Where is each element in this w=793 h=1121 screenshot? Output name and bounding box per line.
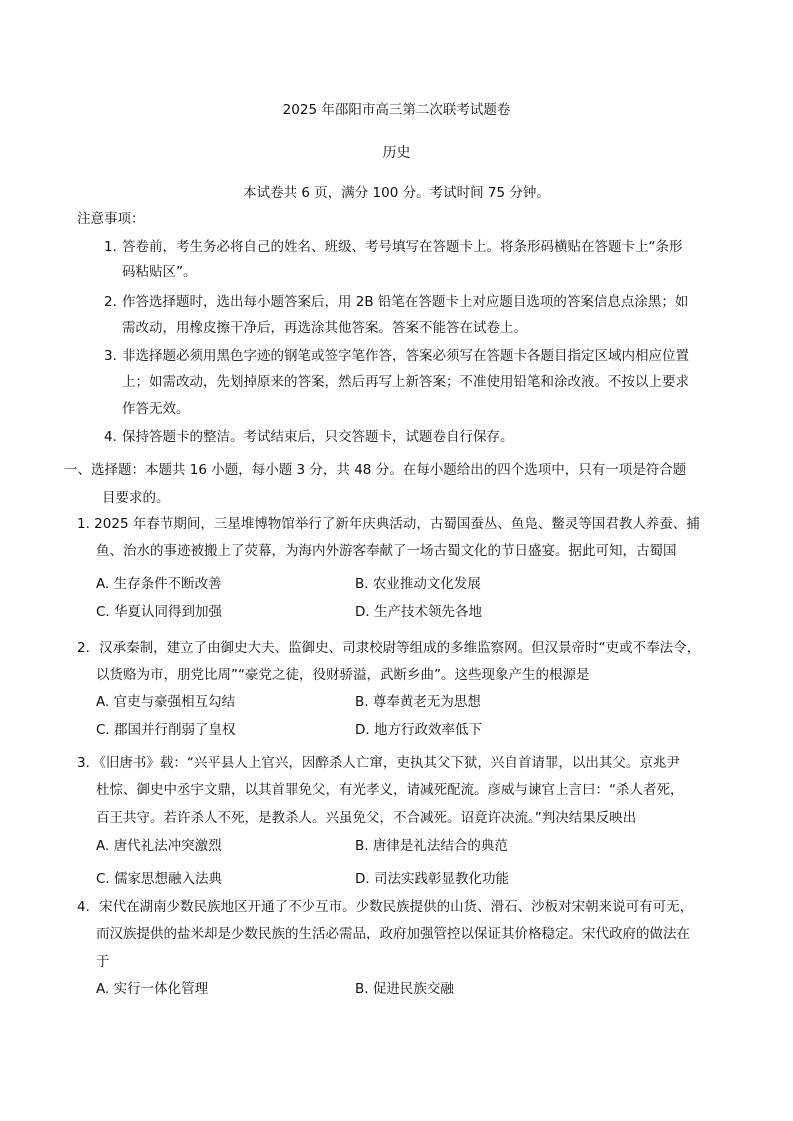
note-number: 3． [104, 348, 127, 364]
note-number: 1． [104, 239, 127, 255]
question-stem-line: 4．宋代在湖南少数民族地区开通了不少互市。少数民族提供的山货、滑石、沙板对宋朝来说可有可无， [77, 899, 694, 915]
option-b: B. 促进民族交融 [355, 981, 454, 997]
question-stem-line: 百王共守。若许杀人不死，是教杀人。兴虽免父，不合减死。诏竟许决流。”判决结果反映出 [96, 810, 637, 826]
option-a: A. 实行一体化管理 [96, 981, 209, 997]
note-line: 作答选择题时，选出每小题答案后，用 2B 铅笔在答题卡上对应题目选项的答案信息点涂黑；如 [122, 294, 689, 310]
note-line: 非选择题必须用黑色字迹的钢笔或签字笔作答，答案必须写在答题卡各题目指定区域内相应位置 [122, 348, 689, 364]
section-heading-cont: 目要求的。 [102, 490, 170, 506]
note-number: 2． [104, 294, 127, 310]
question-stem-line: 1. 2025 年春节期间，三星堆博物馆举行了新年庆典活动，古蜀国蚕丛、鱼凫、鳖灵等国君教人养蚕、捕 [77, 516, 700, 532]
section-heading: 一、选择题：本题共 16 小题，每小题 3 分，共 48 分。在每小题给出的四个选项中，只有一项是符合题 [64, 462, 687, 478]
question-stem-line: 3．《旧唐书》载：“兴平县人上官兴，因醉杀人亡窜，吏执其父下狱，兴自首请罪，以出其父。京兆尹 [77, 755, 680, 771]
question-stem-line: 杜悰、御史中丞宇文鼎，以其首罪免父，有光孝义，请减死配流。彦威与谏官上言曰：“杀人者死， [96, 782, 684, 798]
question-stem-line: 于 [96, 954, 110, 970]
note-line: 码粘贴区”。 [122, 264, 197, 280]
option-c: C. 郡国并行削弱了皇权 [96, 722, 236, 738]
option-c: C. 华夏认同得到加强 [96, 604, 223, 620]
note-line: 上；如需改动，先划掉原来的答案，然后再写上新答案；不准使用铅笔和涂改液。不按以上要求 [122, 374, 689, 390]
option-b: B. 农业推动文化发展 [355, 576, 481, 592]
option-a: A. 生存条件不断改善 [96, 576, 222, 592]
note-number: 4． [104, 429, 127, 445]
subject-title: 历史 [382, 145, 411, 161]
note-line: 保持答题卡的整洁。考试结束后，只交答题卡，试题卷自行保存。 [122, 429, 514, 445]
note-line: 答卷前，考生务必将自己的姓名、班级、考号填写在答题卡上。将条形码横贴在答题卡上“条形 [122, 239, 683, 255]
question-stem-line: 2．汉承秦制，建立了由御史大夫、监御史、司隶校尉等组成的多维监察网。但汉景帝时“吏或不奉法令， [77, 640, 701, 656]
exam-title: 2025 年邵阳市高三第二次联考试题卷 [282, 102, 511, 118]
option-a: A. 官吏与豪强相互勾结 [96, 694, 236, 710]
option-b: B. 唐律是礼法结合的典范 [355, 838, 508, 854]
option-d: D. 生产技术领先各地 [355, 604, 482, 620]
option-a: A. 唐代礼法冲突激烈 [96, 838, 222, 854]
question-stem-line: 而汉族提供的盐米却是少数民族的生活必需品，政府加强管控以保证其价格稳定。宋代政府的做法在 [96, 926, 690, 942]
question-stem-line: 鱼、治水的事迹被搬上了荧幕，为海内外游客奉献了一场古蜀文化的节日盛宴。据此可知，古蜀国 [96, 543, 677, 559]
note-line: 作答无效。 [122, 401, 190, 417]
option-b: B. 尊奉黄老无为思想 [355, 694, 481, 710]
option-d: D. 司法实践彰显教化功能 [355, 871, 509, 887]
option-d: D. 地方行政效率低下 [355, 722, 482, 738]
notes-heading: 注意事项： [77, 211, 145, 227]
exam-info: 本试卷共 6 页，满分 100 分。考试时间 75 分钟。 [243, 185, 550, 201]
question-stem-line: 以货赂为市，朋党比周”“豪党之徒，役财骄溢，武断乡曲”。这些现象产生的根源是 [96, 667, 590, 683]
note-line: 需改动，用橡皮擦干净后，再选涂其他答案。答案不能答在试卷上。 [122, 320, 527, 336]
option-c: C. 儒家思想融入法典 [96, 871, 223, 887]
